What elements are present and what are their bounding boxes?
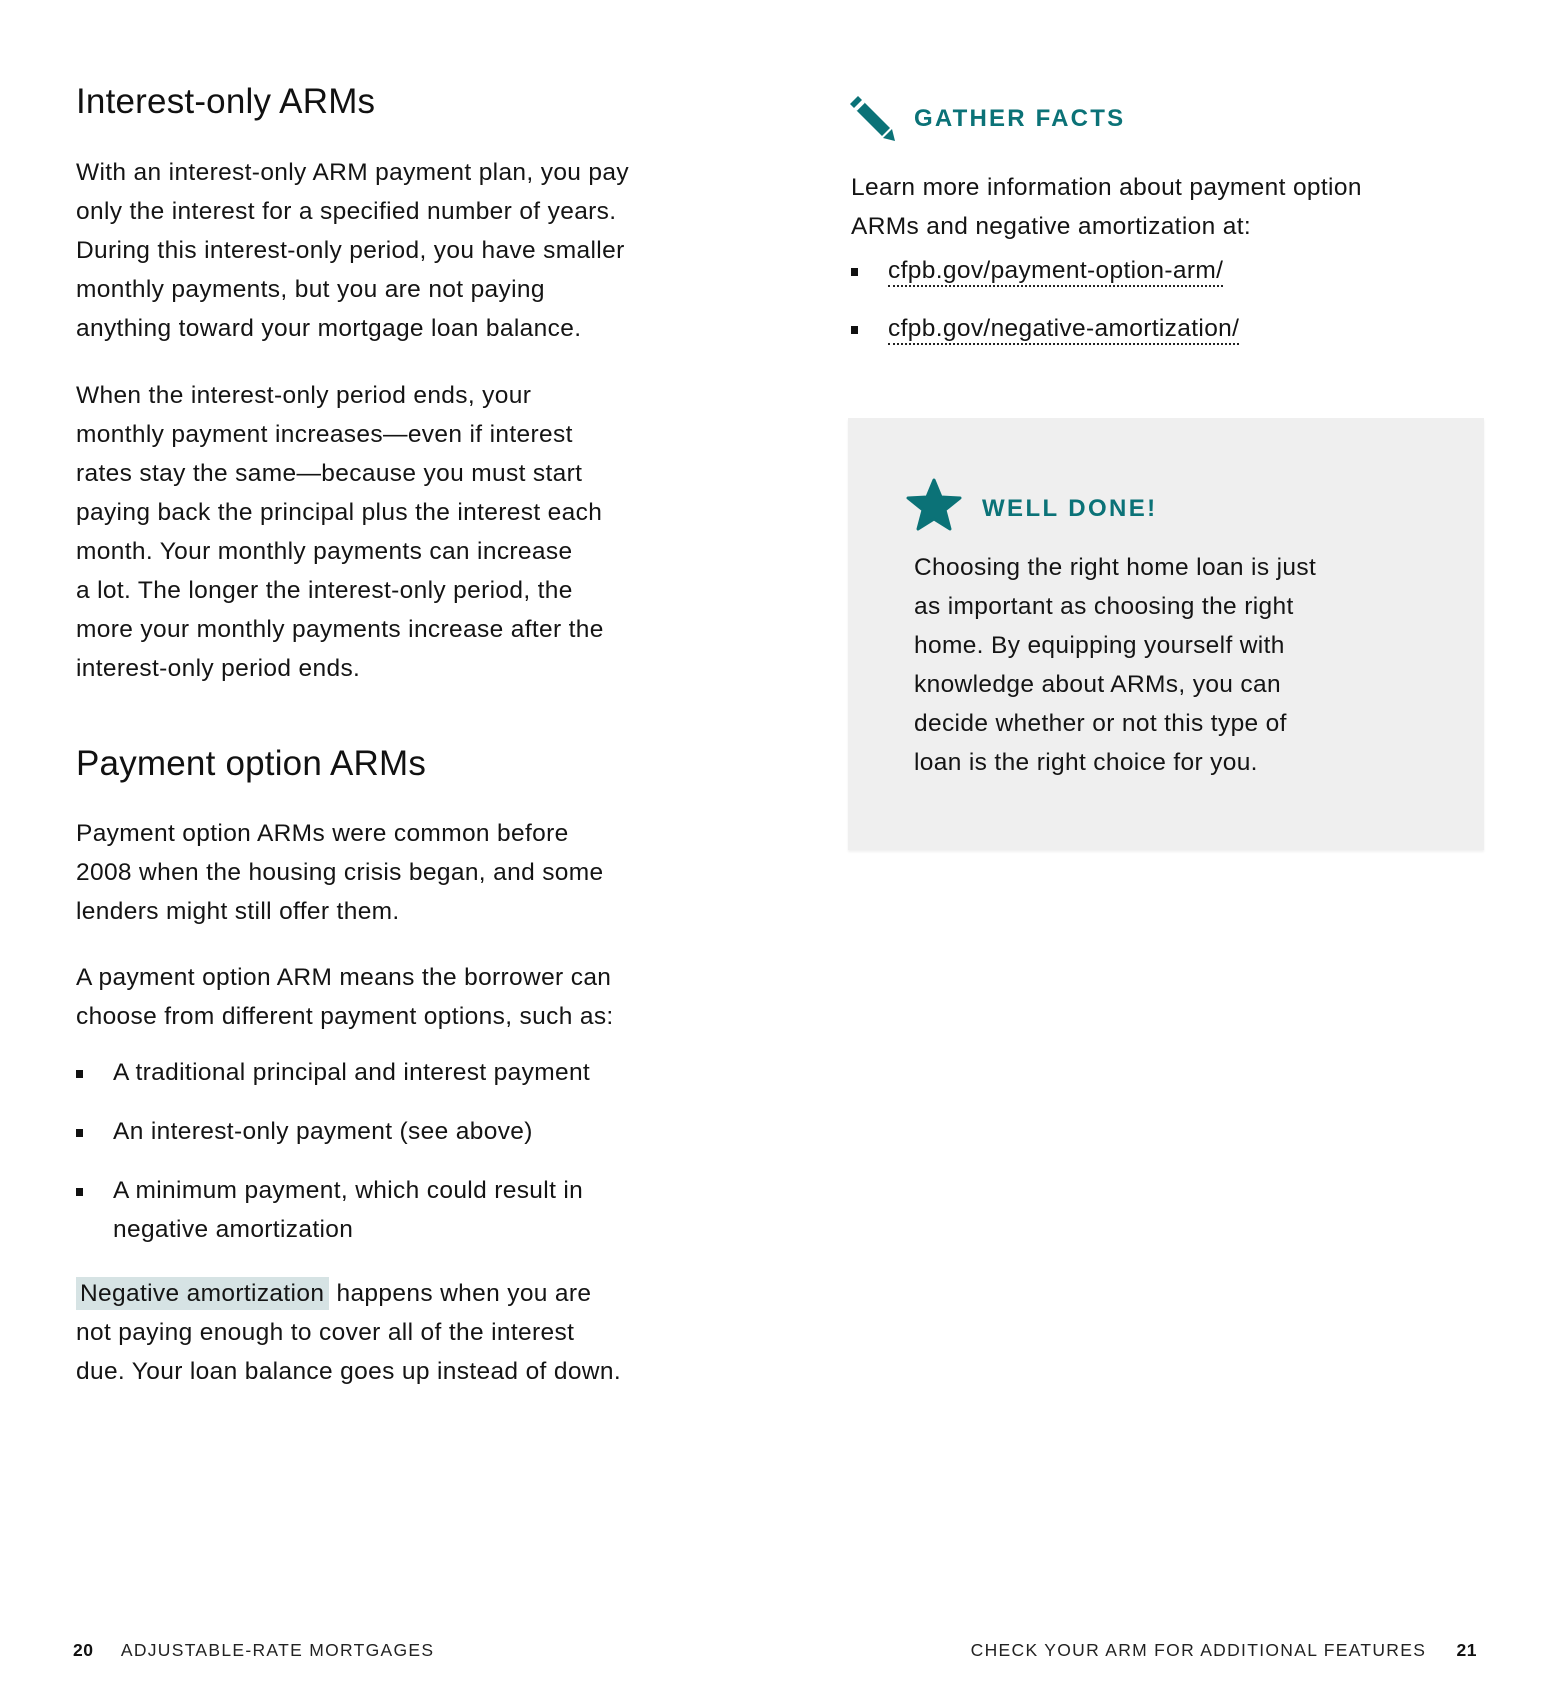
text-line: interest-only period ends. — [76, 655, 361, 682]
paragraph-negative-amortization — [76, 1274, 621, 1391]
list-item — [851, 309, 1239, 348]
list-item-text: negative amortization — [113, 1216, 354, 1243]
text-line: During this interest-only period, you have smaller — [76, 237, 625, 264]
well-done-body — [914, 548, 1316, 782]
text-line: home. By equipping yourself with — [914, 632, 1285, 659]
payment-options-list — [76, 1053, 590, 1249]
well-done-title: WELL DONE! — [982, 495, 1158, 522]
paragraph-interest-only-ends — [76, 376, 604, 688]
gather-facts-intro — [851, 168, 1362, 246]
list-item-text: An interest-only payment (see above) — [113, 1118, 533, 1145]
text-line: ARMs and negative amortization at: — [851, 213, 1252, 240]
text-line: monthly payment increases—even if interest — [76, 421, 573, 448]
text-line: Payment option ARMs were common before — [76, 820, 569, 847]
text-line: not paying enough to cover all of the interest — [76, 1319, 575, 1346]
text-fragment: happens when you are — [336, 1280, 592, 1307]
text-line: 2008 when the housing crisis began, and some — [76, 859, 604, 886]
heading-payment-option-arms: Payment option ARMs — [76, 744, 427, 783]
paragraph-payment-option-history — [76, 814, 604, 931]
list-item-text: A minimum payment, which could result in — [113, 1177, 584, 1204]
text-line: choose from different payment options, such as: — [76, 1003, 614, 1030]
text-line: With an interest-only ARM payment plan, you pay — [76, 159, 629, 186]
list-item-text: A traditional principal and interest payment — [113, 1059, 591, 1086]
text-line: more your monthly payments increase after the — [76, 616, 604, 643]
text-line: decide whether or not this type of — [914, 710, 1287, 737]
link-payment-option-arm[interactable]: cfpb.gov/payment-option-arm/ — [888, 257, 1223, 287]
text-line: as important as choosing the right — [914, 593, 1294, 620]
link-negative-amortization[interactable]: cfpb.gov/negative-amortization/ — [888, 315, 1239, 345]
text-line: month. Your monthly payments can increase — [76, 538, 573, 565]
pencil-icon — [848, 94, 896, 143]
bullet-icon — [76, 1129, 83, 1137]
page-number-left: 20 — [73, 1640, 94, 1660]
list-item — [76, 1112, 590, 1151]
text-line: only the interest for a specified number of years. — [76, 198, 617, 225]
footer-left — [73, 1640, 434, 1660]
text-line: knowledge about ARMs, you can — [914, 671, 1281, 698]
text-line: Learn more information about payment option — [851, 174, 1362, 201]
page-number-right: 21 — [1456, 1640, 1477, 1660]
text-line: due. Your loan balance goes up instead of down. — [76, 1358, 621, 1385]
bullet-icon — [76, 1070, 83, 1078]
list-item — [851, 251, 1239, 290]
text-line: When the interest-only period ends, your — [76, 382, 532, 409]
bullet-icon — [76, 1188, 83, 1196]
text-line: loan is the right choice for you. — [914, 749, 1258, 776]
heading-interest-only-arms: Interest-only ARMs — [76, 82, 376, 121]
running-title-right: CHECK YOUR ARM FOR ADDITIONAL FEATURES — [970, 1640, 1427, 1660]
text-line: Choosing the right home loan is just — [914, 554, 1317, 581]
text-line: paying back the principal plus the interest each — [76, 499, 603, 526]
gather-facts-title: GATHER FACTS — [914, 105, 1126, 132]
text-line: A payment option ARM means the borrower can — [76, 964, 612, 991]
running-title-left: ADJUSTABLE-RATE MORTGAGES — [120, 1640, 435, 1660]
text-line: monthly payments, but you are not paying — [76, 276, 545, 303]
text-line: rates stay the same—because you must start — [76, 460, 583, 487]
paragraph-payment-option-definition — [76, 958, 614, 1036]
paragraph-interest-only-intro — [76, 153, 629, 348]
text-line: lenders might still offer them. — [76, 898, 400, 925]
text-line — [76, 1274, 621, 1313]
footer-right — [971, 1640, 1477, 1660]
list-item — [76, 1053, 590, 1092]
glossary-term-negative-amortization[interactable]: Negative amortization — [76, 1277, 329, 1310]
bullet-icon — [851, 268, 858, 276]
gather-facts-links — [851, 251, 1239, 348]
bullet-icon — [851, 326, 858, 334]
star-icon — [906, 478, 962, 532]
list-item — [76, 1171, 590, 1249]
text-line: anything toward your mortgage loan balance. — [76, 315, 582, 342]
text-line: a lot. The longer the interest-only period, the — [76, 577, 573, 604]
